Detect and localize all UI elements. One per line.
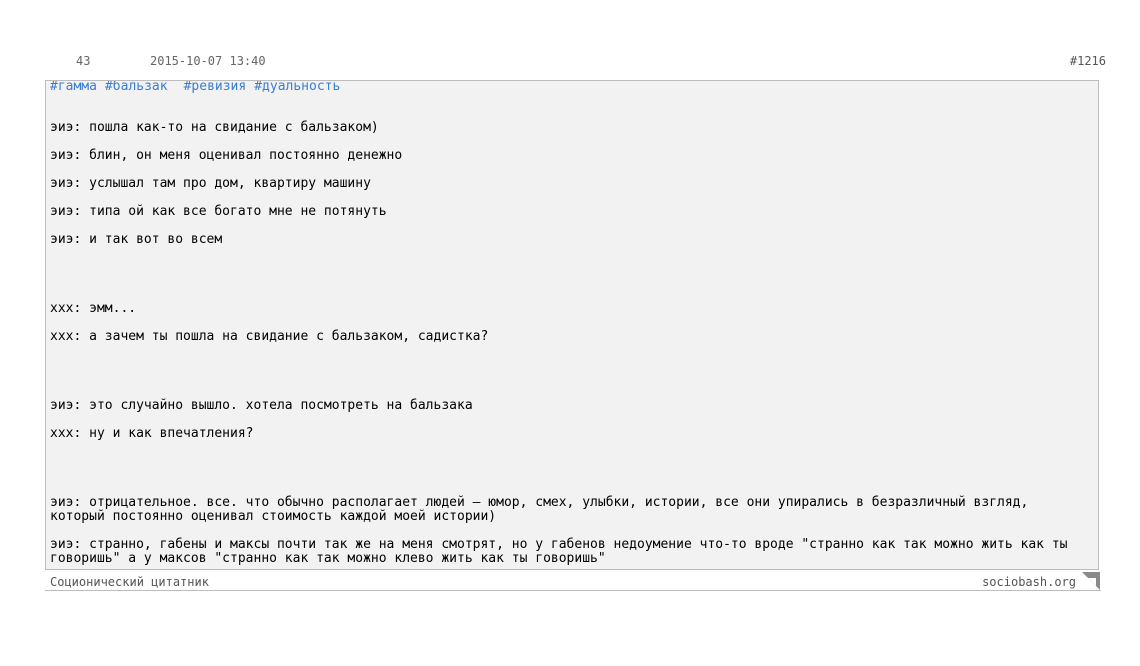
tag-link[interactable]: #дуальность xyxy=(254,80,341,94)
site-name: Соционический цитатник xyxy=(50,575,209,589)
quote-line: эиэ: пошла как-то на свидание с бальзаком) xyxy=(50,120,379,135)
quote-date: 2015-10-07 13:40 xyxy=(150,54,266,68)
quote-line: эиэ: отрицательное. все. что обычно располагает людей — юмор, смех, улыбки, истории, все они упирались в безразличный взгляд, который постоянно оценивал стоимость каждой моей истории) xyxy=(50,495,1037,524)
blank-line xyxy=(50,358,1089,372)
tag-link[interactable]: #гамма xyxy=(50,80,97,94)
tag-link[interactable]: #ревизия xyxy=(183,80,247,94)
quote-id-link[interactable]: #1216 xyxy=(1069,54,1106,68)
blank-line xyxy=(50,469,1089,496)
quote-line: эиэ: услышал там про дом, квартиру машину xyxy=(50,176,371,191)
quote-line: эиэ: это случайно вышло. хотела посмотреть на бальзака xyxy=(50,398,473,413)
tag-link[interactable]: #бальзак xyxy=(104,80,168,94)
blank-line xyxy=(50,372,1089,399)
quote-line: ххх: эмм... xyxy=(50,301,137,316)
quote-line: эиэ: и так вот во всем xyxy=(50,232,223,247)
quote-meta-row xyxy=(0,54,1140,70)
quote-line: эиэ: типа ой как все богато мне не потянуть xyxy=(50,204,387,219)
blank-line xyxy=(50,455,1089,469)
quote-rating[interactable]: 43 xyxy=(76,54,91,68)
page-curl-icon xyxy=(1082,572,1100,590)
site-domain-link[interactable]: sociobash.org xyxy=(982,575,1076,589)
quote-line: эиэ: странно, габены и максы почти так же на меня смотрят, но у габенов недоумение что-то вроде "странно как так можно жить как ты говоришь" а у максов "странно как так можно клево жить как ты говоришь" xyxy=(50,537,1076,566)
quote-box xyxy=(45,80,1099,570)
quote-footer xyxy=(45,571,1101,591)
blank-line xyxy=(50,275,1089,302)
blank-line xyxy=(50,261,1089,275)
quote-text xyxy=(50,121,1089,566)
tag-list xyxy=(50,81,1089,96)
quote-line: ххх: а зачем ты пошла на свидание с бальзаком, садистка? xyxy=(50,329,489,344)
quote-line: эиэ: блин, он меня оценивал постоянно денежно xyxy=(50,148,403,163)
quote-line: ххх: ну и как впечатления? xyxy=(50,426,254,441)
